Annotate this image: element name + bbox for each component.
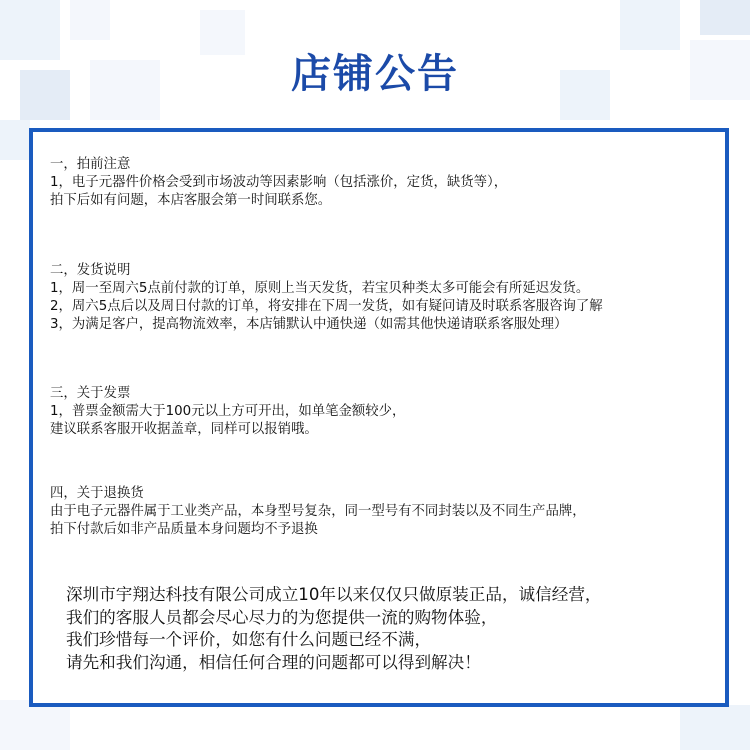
section-heading: 四，关于退换货 bbox=[50, 486, 144, 501]
closing-line: 深圳市宇翔达科技有限公司成立10年以来仅仅只做原装正品，诚信经营， bbox=[66, 585, 602, 604]
section-heading: 二，发货说明 bbox=[50, 263, 131, 278]
closing-line: 我们的客服人员都会尽心尽力的为您提供一流的购物体验， bbox=[66, 607, 498, 627]
section-line: 3，为满足客户，提高物流效率，本店铺默认中通快递（如需其他快递请联系客服处理） bbox=[50, 317, 568, 332]
section-line: 拍下付款后如非产品质量本身问题均不予退换 bbox=[50, 522, 318, 537]
section-returns bbox=[50, 485, 586, 539]
section-line: 1，普票金额需大于100元以上方可开出，如单笔金额较少， bbox=[50, 404, 406, 419]
section-invoice bbox=[50, 385, 405, 439]
section-line: 建议联系客服开收据盖章，同样可以报销哦。 bbox=[50, 422, 318, 437]
section-pre-purchase-notice bbox=[50, 156, 507, 210]
background-decoration bbox=[620, 0, 680, 50]
section-line: 2，周六5点后以及周日付款的订单，将安排在下周一发货，如有疑问请及时联系客服咨询了解 bbox=[50, 299, 603, 314]
section-line: 由于电子元器件属于工业类产品，本身型号复杂，同一型号有不同封装以及不同生产品牌， bbox=[50, 504, 586, 519]
background-decoration bbox=[70, 0, 110, 40]
section-line: 1，周一至周六5点前付款的订单，原则上当天发货，若宝贝种类太多可能会有所延迟发货。 bbox=[50, 281, 590, 296]
background-decoration bbox=[700, 0, 750, 35]
section-line: 拍下后如有问题，本店客服会第一时间联系您。 bbox=[50, 193, 332, 208]
closing-line: 请先和我们沟通，相信任何合理的问题都可以得到解决！ bbox=[66, 652, 481, 672]
background-decoration bbox=[0, 120, 30, 160]
section-heading: 一，拍前注意 bbox=[50, 157, 131, 172]
background-decoration bbox=[0, 700, 70, 750]
announcement-panel bbox=[29, 128, 729, 707]
section-line: 1，电子元器件价格会受到市场波动等因素影响（包括涨价，定货，缺货等）， bbox=[50, 175, 508, 190]
page-title: 店铺公告 bbox=[291, 51, 459, 97]
background-decoration bbox=[680, 705, 750, 750]
closing-line: 我们珍惜每一个评价，如您有什么问题已经不满， bbox=[66, 630, 432, 649]
section-heading: 三，关于发票 bbox=[50, 386, 131, 401]
closing-message bbox=[66, 584, 602, 674]
section-shipping-info bbox=[50, 262, 603, 334]
